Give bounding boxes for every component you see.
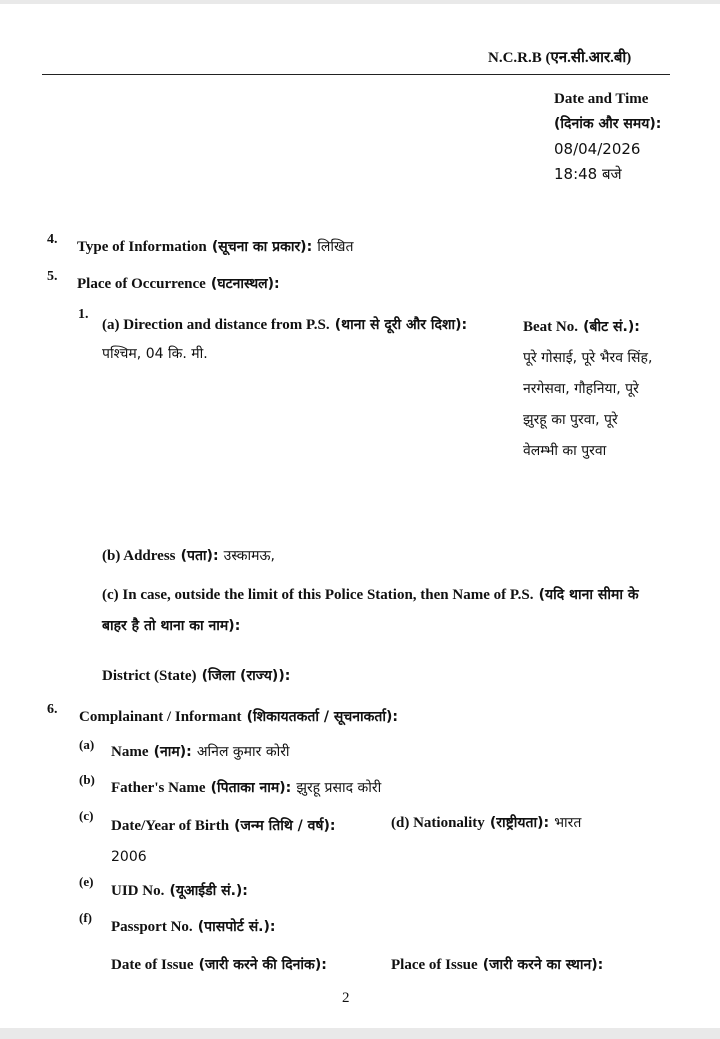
beat-number-value: पूरे गोसाई, पूरे भैरव सिंह, नरगेसवा, गौहनिया, पूरे झुरहू का पुरवा, पूरे वेलम्भी का पुरवा xyxy=(523,350,653,459)
district-label-hi: (जिला (राज्य)): xyxy=(201,668,291,684)
dob-label: Date/Year of Birth xyxy=(111,818,230,834)
datetime-block xyxy=(554,87,684,187)
uid-label: UID No. xyxy=(111,883,165,899)
direction-distance-label-hi: (थाना से दूरी और दिशा): xyxy=(334,317,468,333)
beat-number-label-hi: (बीट सं.): xyxy=(583,319,640,335)
type-of-information-label: Type of Information xyxy=(77,239,207,255)
outside-ps-label: (c) In case, outside the limit of this Police Station, then Name of P.S. xyxy=(102,587,534,603)
beat-number-label: Beat No. xyxy=(523,319,578,335)
complainant-name-label-hi: (नाम): xyxy=(153,744,192,760)
father-name-label: Father's Name xyxy=(111,780,206,796)
dob-marker: (c) xyxy=(79,808,94,823)
address-row xyxy=(102,545,275,565)
datetime-label-hi: (दिनांक और समय): xyxy=(554,116,662,132)
uid-row xyxy=(111,880,248,900)
father-marker: (b) xyxy=(79,772,95,787)
district-row xyxy=(102,665,290,685)
issue-place-row xyxy=(391,954,603,974)
section-5-row xyxy=(77,273,280,293)
direction-distance-label: (a) Direction and distance from P.S. xyxy=(102,317,330,333)
section-4-number: 4. xyxy=(47,232,58,247)
issue-date-label: Date of Issue xyxy=(111,957,194,973)
place-of-occurrence-label-hi: (घटनास्थल): xyxy=(210,276,280,292)
outside-ps-label-hi: (यदि थाना सीमा के बाहर है तो थाना का नाम): xyxy=(102,587,639,634)
nationality-label: (d) Nationality xyxy=(391,815,485,831)
direction-distance-row xyxy=(102,310,497,368)
document-page xyxy=(0,4,720,1028)
complainant-label: Complainant / Informant xyxy=(79,709,242,725)
complainant-name-value: अनिल कुमार कोरी xyxy=(196,744,290,760)
uid-label-hi: (यूआईडी सं.): xyxy=(169,883,248,899)
complainant-name-row xyxy=(111,741,290,761)
outside-ps-row xyxy=(102,579,642,641)
address-label: (b) Address xyxy=(102,548,176,564)
section-6-row xyxy=(79,706,398,726)
issue-date-row xyxy=(111,954,327,974)
direction-distance-value: पश्चिम, 04 कि. मी. xyxy=(102,346,208,362)
father-name-row xyxy=(111,777,381,797)
passport-label-hi: (पासपोर्ट सं.): xyxy=(197,919,276,935)
dob-value: 2006 xyxy=(111,849,147,865)
complainant-name-label: Name xyxy=(111,744,149,760)
passport-label: Passport No. xyxy=(111,919,193,935)
passport-row xyxy=(111,916,276,936)
issue-place-label-hi: (जारी करने का स्थान): xyxy=(482,957,604,973)
type-of-information-value: लिखित xyxy=(317,239,354,255)
section-5-number: 5. xyxy=(47,269,58,284)
father-name-label-hi: (पिताका नाम): xyxy=(210,780,292,796)
section-6-number: 6. xyxy=(47,702,58,717)
issue-date-label-hi: (जारी करने की दिनांक): xyxy=(198,957,327,973)
dob-row xyxy=(111,810,361,872)
issue-place-label: Place of Issue xyxy=(391,957,478,973)
beat-number-block xyxy=(523,311,653,466)
nationality-label-hi: (राष्ट्रीयता): xyxy=(489,815,550,831)
section-4-row xyxy=(77,236,353,256)
type-of-information-label-hi: (सूचना का प्रकार): xyxy=(211,239,313,255)
nationality-row xyxy=(391,812,581,832)
header-divider xyxy=(42,74,670,75)
page-number: 2 xyxy=(342,990,350,1006)
datetime-label-en: Date and Time xyxy=(554,91,649,107)
father-name-value: झुरहू प्रसाद कोरी xyxy=(296,780,382,796)
uid-marker: (e) xyxy=(79,874,94,889)
district-label: District (State) xyxy=(102,668,197,684)
section-5-item-number: 1. xyxy=(78,307,89,322)
address-value: उस्कामऊ, xyxy=(223,548,275,564)
datetime-date: 08/04/2026 xyxy=(554,140,641,158)
dob-label-hi: (जन्म तिथि / वर्ष): xyxy=(234,818,336,834)
complainant-label-hi: (शिकायतकर्ता / सूचनाकर्ता): xyxy=(246,709,398,725)
address-label-hi: (पता): xyxy=(180,548,219,564)
nationality-value: भारत xyxy=(554,815,582,831)
passport-marker: (f) xyxy=(79,910,92,925)
datetime-time: 18:48 बजे xyxy=(554,165,622,183)
ncrb-header: N.C.R.B (एन.सी.आर.बी) xyxy=(488,50,632,66)
place-of-occurrence-label: Place of Occurrence xyxy=(77,276,206,292)
name-marker: (a) xyxy=(79,737,95,752)
